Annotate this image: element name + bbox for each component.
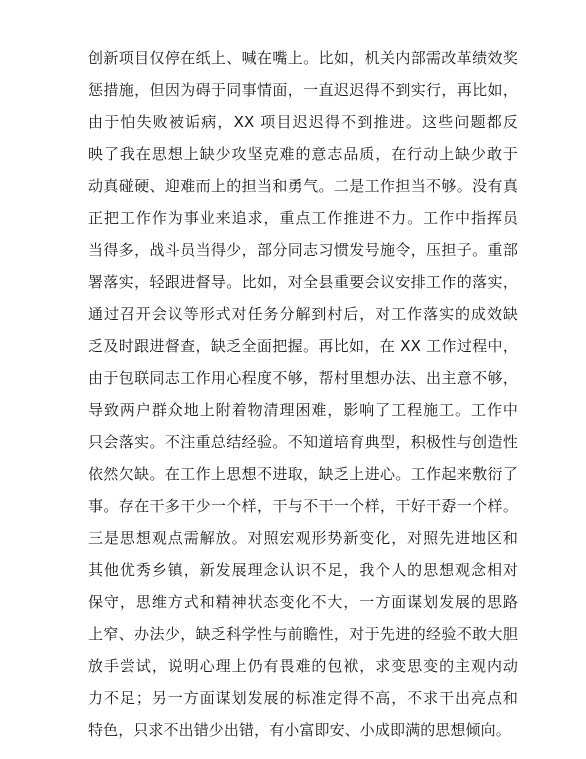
text-line: 惩措施，但因为碍于同事情面，一直迟迟得不到实行，再比如， xyxy=(88,81,518,99)
text-line: 当得多，战斗员当得少，部分同志习惯发号施令，压担子。重部 xyxy=(88,241,518,259)
text-line: 力不足；另一方面谋划发展的标准定得不高，不求干出亮点和 xyxy=(88,689,518,707)
text-line: 由于包联同志工作用心程度不够，帮村里想办法、出主意不够， xyxy=(88,369,518,387)
text-line: 事。存在干多干少一个样，干与不干一个样，干好干孬一个样。 xyxy=(88,497,518,515)
text-line: 只会落实。不注重总结经验。不知道培育典型，积极性与创造性 xyxy=(88,433,518,451)
text-line: 导致两户群众地上附着物清理困难，影响了工程施工。工作中 xyxy=(88,401,518,419)
text-line: 特色，只求不出错少出错，有小富即安、小成即满的思想倾向。 xyxy=(88,721,511,739)
text-line: 上窄、办法少，缺乏科学性与前瞻性，对于先进的经验不敢大胆 xyxy=(88,625,518,643)
text-line: 创新项目仅停在纸上、喊在嘴上。比如，机关内部需改革绩效奖 xyxy=(88,49,518,67)
text-line: 正把工作作为事业来追求，重点工作推进不力。工作中指挥员 xyxy=(88,209,518,227)
text-line: 保守，思维方式和精神状态变化不大，一方面谋划发展的思路 xyxy=(88,593,518,611)
text-line: 署落实，轻跟进督导。比如，对全县重要会议安排工作的落实， xyxy=(88,273,518,291)
text-line: 三是思想观点需解放。对照宏观形势新变化，对照先进地区和 xyxy=(88,529,518,547)
text-line: 乏及时跟进督查，缺乏全面把握。再比如，在 XX 工作过程中， xyxy=(88,337,518,355)
text-line: 其他优秀乡镇，新发展理念认识不足，我个人的思想观念相对 xyxy=(88,561,518,579)
text-line: 由于怕失败被诟病，XX 项目迟迟得不到推进。这些问题都反 xyxy=(88,113,518,131)
text-line: 放手尝试，说明心理上仍有畏难的包袱，求变思变的主观内动 xyxy=(88,657,518,675)
text-line: 依然欠缺。在工作上思想不进取，缺乏上进心。工作起来敷衍了 xyxy=(88,465,518,483)
text-line: 映了我在思想上缺少攻坚克难的意志品质，在行动上缺少敢于 xyxy=(88,145,518,163)
body-text xyxy=(88,42,518,746)
text-line: 通过召开会议等形式对任务分解到村后，对工作落实的成效缺 xyxy=(88,305,518,323)
text-line: 动真碰硬、迎难而上的担当和勇气。二是工作担当不够。没有真 xyxy=(88,177,518,195)
